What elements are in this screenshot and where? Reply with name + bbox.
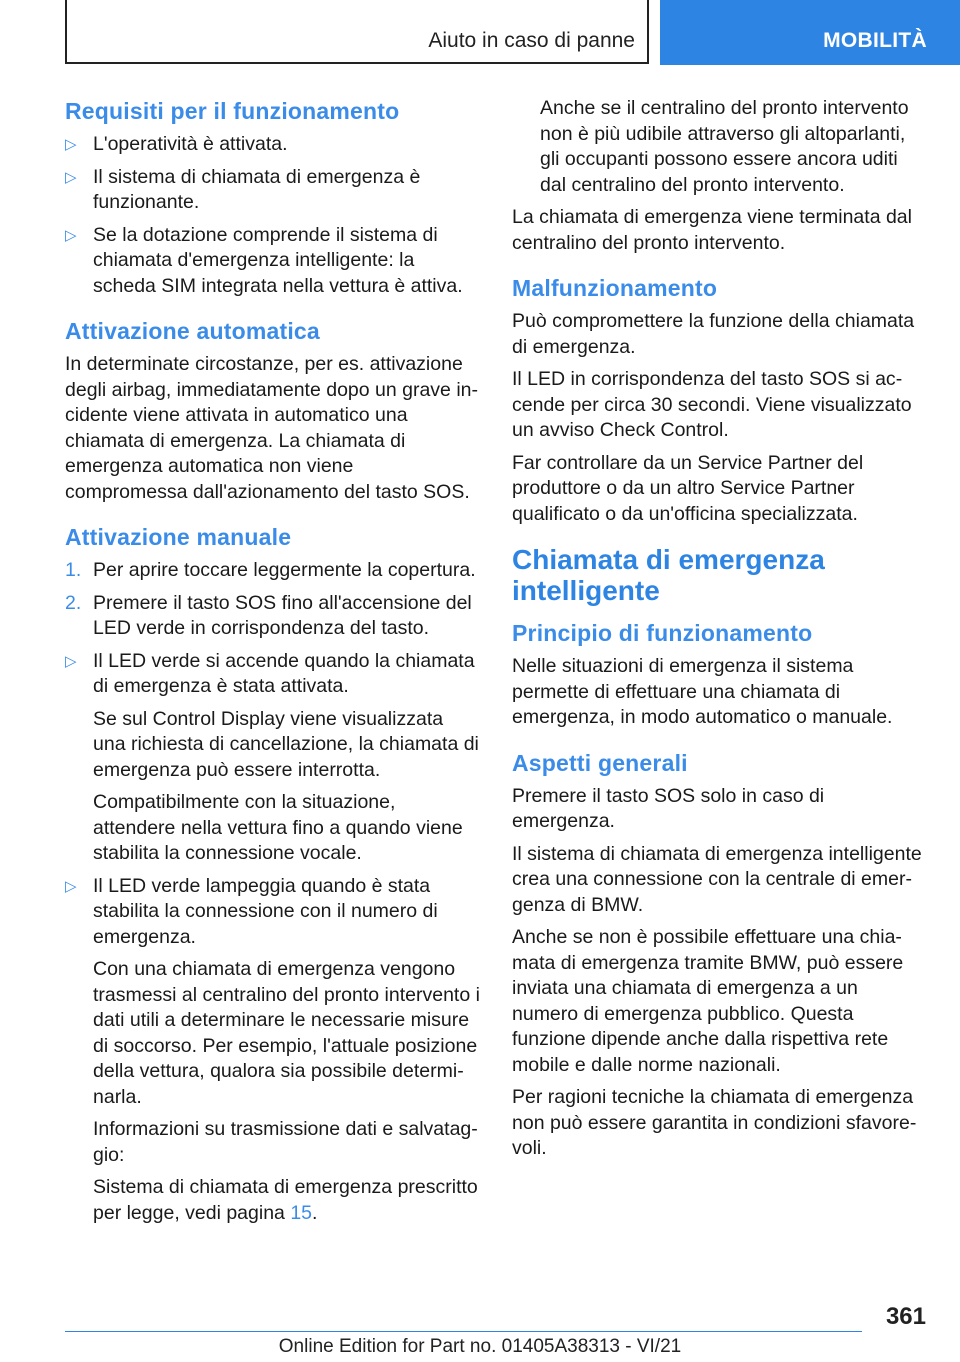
- triangle-bullet-icon: ▷: [65, 652, 77, 670]
- step-item: 1. Per aprire toccare leggermente la copertura.: [65, 558, 480, 584]
- intelligent-emergency-call-heading: Chiamata di emergenza intelligente: [512, 544, 825, 606]
- step-item: 2. Premere il tasto SOS fino all'accensione del LED verde in corrispondenza del tasto.: [65, 591, 472, 639]
- footer-divider: [65, 1331, 862, 1332]
- step-number: 2.: [65, 591, 82, 614]
- triangle-bullet-icon: ▷: [65, 136, 77, 153]
- principle-heading: Principio di funzionamento: [512, 620, 813, 646]
- continued-text: Anche se il centralino del pronto intervento non è più udibile attraverso gli altoparlanti, gli occupanti possono essere ancora uditi dal centralino del pronto intervento.: [540, 97, 909, 196]
- page-reference-link[interactable]: 15: [290, 1201, 313, 1224]
- automatic-activation-heading: Attivazione automatica: [65, 318, 320, 344]
- list-item: ▷ Il LED verde si accende quando la chiamata di emergenza è stata attivata. Se sul Control Display viene visualizzata una richiesta di cancellazione, la chiamata di emergenza può essere interrotta. Compatibilmente con la situazione, attendere nella vettura fino a quando viene stabilita la connessione vocale.: [65, 649, 479, 864]
- triangle-bullet-icon: ▷: [65, 877, 77, 895]
- manual-activation-heading: Attivazione manuale: [65, 524, 292, 550]
- right-column: Anche se il centralino del pronto intervento non è più udibile attraverso gli altoparlanti, gli occupanti possono essere ancora uditi dal centralino del pronto intervento. La chiamata di emergenza viene terminata dal centralino del pronto intervento. Malfunzionamento Può compromettere la funzione della chiamata di emergenza. Il LED in corrispondenza del tasto SOS si accende per circa 30 secondi. Viene visualizzato un avviso Check Control. Far controllare da un Service Partner del produttore o da un altro Service Partner qualificato o da un'officina specializzata. Chiamata di emergenza intelligente Principio di funzionamento Nelle situazioni di emergenza il sistema permette di effettuare una chiamata di emergenza, in modo automatico o manuale. Aspetti generali Premere il tasto SOS solo in caso di emergenza. Il sistema di chiamata di emergenza intelligente crea una connessione con la centrale di emergenza di BMW. Anche se non è possibile effettuare una chiamata di emergenza tramite BMW, può essere inviata una chiamata di emergenza a un numero di emergenza pubblico. Questa funzione dipende anche dalla rispettiva rete mobile e dalle norme nazionali. Per ragioni tecniche la chiamata di emergenza non può essere garantita in condizioni sfavorevoli.: [512, 96, 928, 1169]
- step-number: 1.: [65, 559, 82, 581]
- header-section-title: Aiuto in caso di panne: [428, 29, 635, 52]
- list-item: ▷ Il LED verde lampeggia quando è stata stabilita la connessione con il numero di emergenza. Con una chiamata di emergenza vengono trasmessi al centralino del pronto intervento i dati utili a determinare le necessarie misure di soccorso. Per esempio, l'attuale posizione della vettura, qualora sia possibile determinarla. Informazioni su trasmissione dati e salvataggio: Sistema di chiamata di emergenza prescritto per legge, vedi pagina 15.: [65, 874, 480, 1224]
- requirements-list: [65, 132, 480, 299]
- left-column: [65, 96, 480, 1233]
- header-chapter-title: MOBILITÀ: [823, 29, 927, 52]
- malfunction-heading: Malfunzionamento: [512, 275, 718, 301]
- footer-edition-text: Online Edition for Part no. 01405A38313 - VI/21: [278, 1336, 682, 1357]
- list-item: ▷ Se la dotazione comprende il sistema di chiamata d'emergenza intelligente: la scheda SIM integrata nella vettura è attiva.: [65, 223, 463, 297]
- triangle-bullet-icon: ▷: [65, 168, 77, 186]
- page-number: 361: [885, 1303, 926, 1330]
- led-status-list: [65, 649, 480, 1227]
- requirements-heading: Requisiti per il funzionamento: [65, 98, 400, 124]
- manual-steps-list: [65, 558, 480, 642]
- triangle-bullet-icon: ▷: [65, 226, 77, 244]
- automatic-activation-text: In determinate circostanze, per es. attivazione degli airbag, immediatamente dopo un grave incidente viene attivata in automatico una chiamata di emergenza. La chiamata di emergenza automatica non viene compromessa dall'azionamento del tasto SOS.: [65, 353, 479, 503]
- general-aspects-heading: Aspetti generali: [512, 749, 688, 776]
- header-chapter-tab: [660, 0, 960, 65]
- list-item: ▷ Il sistema di chiamata di emergenza è funzionante.: [65, 165, 421, 213]
- call-end-text: La chiamata di emergenza viene terminata dal centralino del pronto intervento.: [512, 206, 912, 254]
- header-section-box: [65, 0, 649, 64]
- list-item: ▷ L'operatività è attivata.: [65, 132, 480, 158]
